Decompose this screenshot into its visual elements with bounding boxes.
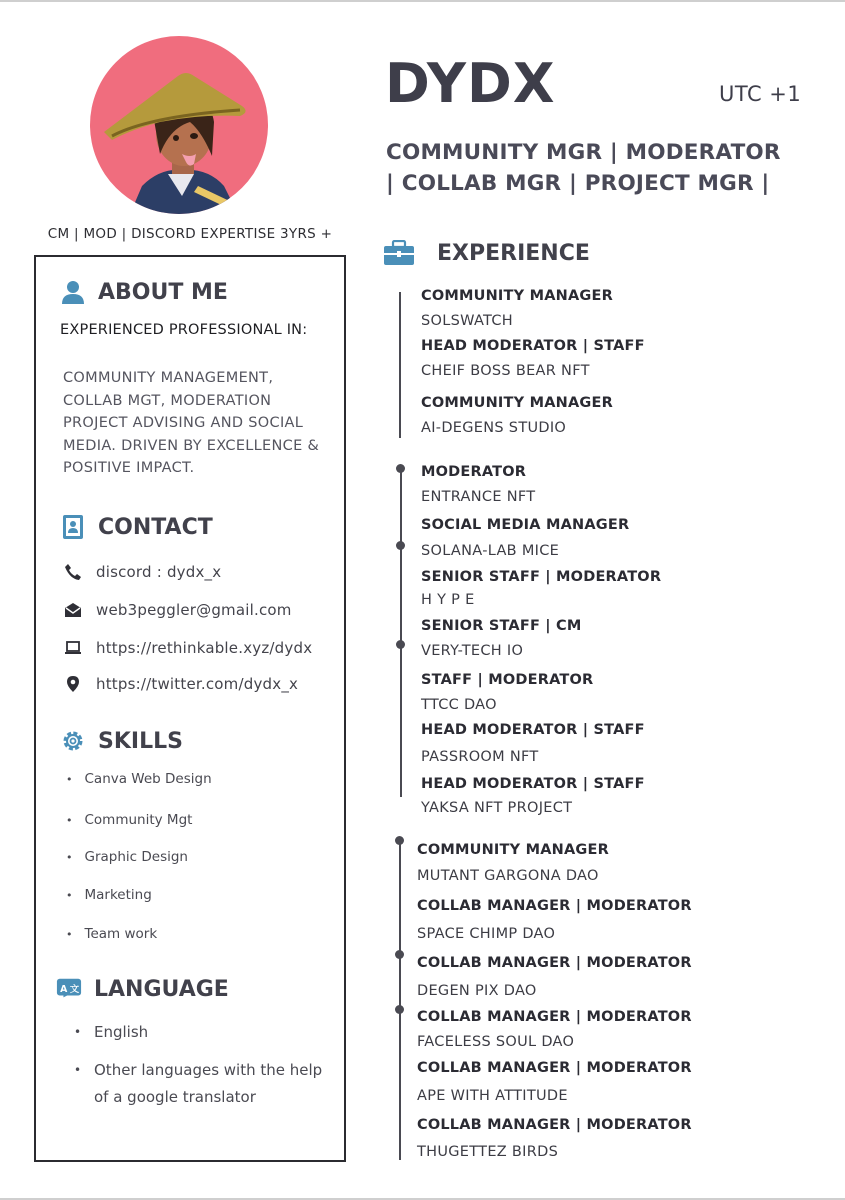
- job-title: STAFF | MODERATOR: [421, 672, 594, 688]
- skill-item: • Team work: [66, 926, 157, 942]
- job-company: YAKSA NFT PROJECT: [421, 800, 573, 816]
- timeline-line: [399, 292, 401, 438]
- job-title: COLLAB MANAGER | MODERATOR: [417, 1117, 692, 1133]
- user-icon: [60, 279, 86, 305]
- timeline-dot: [396, 464, 405, 473]
- job-company: APE WITH ATTITUDE: [417, 1088, 568, 1104]
- timeline-dot: [395, 836, 404, 845]
- job-title: SOCIAL MEDIA MANAGER: [421, 517, 630, 533]
- job-company: DEGEN PIX DAO: [417, 983, 537, 999]
- job-title: SENIOR STAFF | MODERATOR: [421, 569, 662, 585]
- skill-item: • Graphic Design: [66, 849, 188, 865]
- laptop-icon: [64, 639, 82, 657]
- contact-discord[interactable]: discord : dydx_x: [64, 563, 221, 581]
- job-title: HEAD MODERATOR | STAFF: [421, 338, 645, 354]
- skills-heading: SKILLS: [60, 728, 183, 754]
- svg-text:A: A: [60, 983, 68, 995]
- svg-text:文: 文: [69, 983, 80, 995]
- skill-item: • Marketing: [66, 887, 152, 903]
- experience-heading: EXPERIENCE: [383, 240, 590, 266]
- skill-item: • Canva Web Design: [66, 771, 212, 787]
- about-body: COMMUNITY MANAGEMENT, COLLAB MGT, MODERATION PROJECT ADVISING AND SOCIAL MEDIA. DRIVEN BY EXCELLENCE & POSITIVE IMPACT.: [63, 370, 320, 477]
- job-company: MUTANT GARGONA DAO: [417, 868, 599, 884]
- timeline-line: [400, 467, 402, 797]
- translate-icon: [56, 976, 82, 1002]
- contact-twitter[interactable]: https://twitter.com/dydx_x: [64, 675, 298, 693]
- job-company: TTCC DAO: [421, 697, 497, 713]
- job-company: AI-DEGENS STUDIO: [421, 420, 567, 436]
- job-company: SPACE CHIMP DAO: [417, 926, 556, 942]
- location-pin-icon: [64, 675, 82, 693]
- name-title: DYDX: [385, 52, 556, 115]
- job-title: COMMUNITY MANAGER: [417, 842, 609, 858]
- job-company: SOLANA-LAB MICE: [421, 543, 560, 559]
- briefcase-icon: [383, 240, 415, 266]
- job-company: THUGETTEZ BIRDS: [417, 1144, 559, 1160]
- skill-item: • Community Mgt: [66, 812, 192, 828]
- left-column: ABOUT ME EXPERIENCED PROFESSIONAL IN: COMMUNITY MANAGEMENT, COLLAB MGT, MODERATION PROJECT ADVISING AND SOCIAL MEDIA. DRIVEN BY EXCELLENCE & POSITIVE IMPACT. CONTACT discord : dydx_x web3peggler@gmail.com https://rethinkable.xyz/dydx https://twitter.com/dydx_x SKILLS • Canva Web Design • Community Mgt • Graphic Design • Marketing • Team work A 文 LANGUAGE • English • Other languages with the help of a google translator: [34, 255, 346, 1162]
- phone-icon: [64, 563, 82, 581]
- job-company: ENTRANCE NFT: [421, 489, 536, 505]
- job-title: MODERATOR: [421, 464, 527, 480]
- role-line-1: COMMUNITY MGR | MODERATOR: [386, 140, 781, 165]
- contact-heading: CONTACT: [60, 514, 213, 540]
- mail-icon: [64, 601, 82, 619]
- job-title: HEAD MODERATOR | STAFF: [421, 776, 645, 792]
- timeline-line: [399, 840, 401, 1160]
- timeline-dot: [396, 640, 405, 649]
- job-company: CHEIF BOSS BEAR NFT: [421, 363, 590, 379]
- role-line-2: | COLLAB MGR | PROJECT MGR |: [386, 171, 770, 196]
- job-title: SENIOR STAFF | CM: [421, 618, 582, 634]
- timezone: UTC +1: [719, 82, 802, 106]
- job-title: COLLAB MANAGER | MODERATOR: [417, 955, 692, 971]
- language-heading: A 文 LANGUAGE: [56, 976, 229, 1002]
- contact-website[interactable]: https://rethinkable.xyz/dydx: [64, 639, 312, 657]
- timeline-dot: [395, 1005, 404, 1014]
- job-company: SOLSWATCH: [421, 313, 513, 329]
- job-title: HEAD MODERATOR | STAFF: [421, 722, 645, 738]
- job-title: COLLAB MANAGER | MODERATOR: [417, 1009, 692, 1025]
- job-company: H Y P E: [421, 592, 475, 608]
- contact-book-icon: [60, 514, 86, 540]
- contact-email[interactable]: web3peggler@gmail.com: [64, 601, 292, 619]
- job-company: FACELESS SOUL DAO: [417, 1034, 575, 1050]
- about-heading: ABOUT ME: [60, 279, 228, 305]
- job-title: COMMUNITY MANAGER: [421, 288, 613, 304]
- tagline: CM | MOD | DISCORD EXPERTISE 3YRS +: [47, 226, 333, 242]
- job-company: VERY-TECH IO: [421, 643, 524, 659]
- job-title: COLLAB MANAGER | MODERATOR: [417, 898, 692, 914]
- gear-icon: [60, 728, 86, 754]
- job-title: COLLAB MANAGER | MODERATOR: [417, 1060, 692, 1076]
- timeline-dot: [395, 950, 404, 959]
- avatar: [90, 36, 268, 214]
- job-company: PASSROOM NFT: [421, 749, 539, 765]
- timeline-dot: [396, 541, 405, 550]
- about-subtitle: EXPERIENCED PROFESSIONAL IN:: [60, 322, 308, 338]
- job-title: COMMUNITY MANAGER: [421, 395, 613, 411]
- top-border: [0, 0, 845, 2]
